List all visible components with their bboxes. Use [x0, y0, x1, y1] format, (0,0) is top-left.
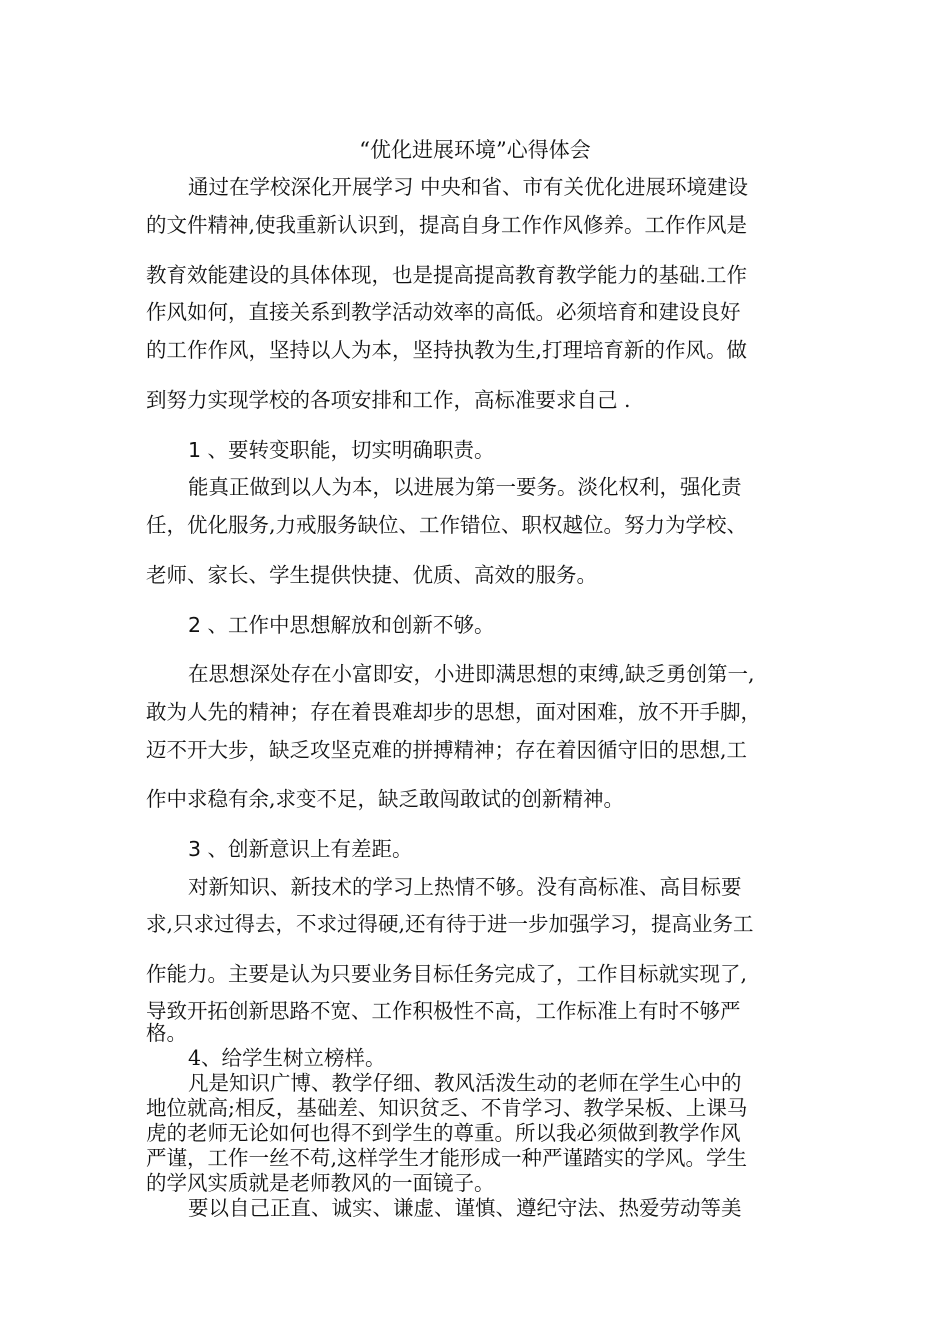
paragraph-line: 虎的老师无论如何也得不到学生的尊重。所以我必须做到教学作风: [146, 1121, 741, 1145]
paragraph-line: 要以自己正直、诚实、谦虚、谨慎、遵纪守法、热爱劳动等美: [188, 1196, 742, 1220]
paragraph-line: 凡是知识广博、教学仔细、教风活泼生动的老师在学生心中的: [188, 1071, 742, 1095]
paragraph-line: 对新知识、新技术的学习上热情不够。没有高标准、高目标要: [188, 875, 742, 899]
paragraph-line: 的工作作风，坚持以人为本，坚持执教为生,打理培育新的作风。做: [146, 338, 748, 362]
paragraph-line: 教育效能建设的具体体现，也是提高提高教育教学能力的基础.工作: [146, 263, 748, 287]
paragraph-line: 求,只求过得去，不求过得硬,还有待于进一步加强学习，提高业务工: [146, 912, 754, 936]
paragraph-line: 在思想深处存在小富即安，小进即满思想的束缚,缺乏勇创第一,: [188, 662, 755, 686]
paragraph-line: 的文件精神,使我重新认识到，提高自身工作作风修养。工作作风是: [146, 213, 748, 237]
paragraph-line: 敢为人先的精神；存在着畏难却步的思想，面对困难，放不开手脚，: [146, 700, 761, 724]
paragraph-line: 地位就高;相反，基础差、知识贫乏、不肯学习、教学呆板、上课马: [146, 1096, 748, 1120]
paragraph-line: 严谨，工作一丝不苟,这样学生才能形成一种严谨踏实的学风。学生: [146, 1146, 748, 1170]
paragraph-line: 通过在学校深化开展学习 中央和省、市有关优化进展环境建设: [188, 175, 749, 199]
paragraph-line: 作能力。主要是认为只要业务目标任务完成了，工作目标就实现了,: [146, 962, 748, 986]
paragraph-line: 迈不开大步，缺乏攻坚克难的拼搏精神；存在着因循守旧的思想,工: [146, 738, 748, 762]
section-heading: 2 、工作中思想解放和创新不够。: [188, 613, 495, 637]
paragraph-line: 的学风实质就是老师教风的一面镜子。: [146, 1171, 495, 1195]
paragraph-line: 能真正做到以人为本，以进展为第一要务。淡化权利，强化责: [188, 475, 742, 499]
paragraph-line: 导致开拓创新思路不宽、工作积极性不高，工作标准上有时不够严: [146, 999, 741, 1023]
section-heading: 3 、创新意识上有差距。: [188, 837, 413, 861]
paragraph-line: 作风如何，直接关系到教学活动效率的高低。必须培育和建设良好: [146, 300, 741, 324]
paragraph-line: 老师、家长、学生提供快捷、优质、高效的服务。: [146, 563, 597, 587]
paragraph-line: 作中求稳有余,求变不足，缺乏敢闯敢试的创新精神。: [146, 787, 625, 811]
paragraph-line: 格。: [146, 1021, 187, 1045]
paragraph-line: 任，优化服务,力戒服务缺位、工作错位、职权越位。努力为学校、: [146, 513, 748, 537]
section-heading: 4、给学生树立榜样。: [188, 1046, 386, 1070]
section-heading: 1 、要转变职能，切实明确职责。: [188, 438, 495, 462]
paragraph-line: 到努力实现学校的各项安排和工作，高标准要求自己 .: [146, 388, 631, 412]
document-title: “优化进展环境”心得体会: [359, 138, 591, 162]
